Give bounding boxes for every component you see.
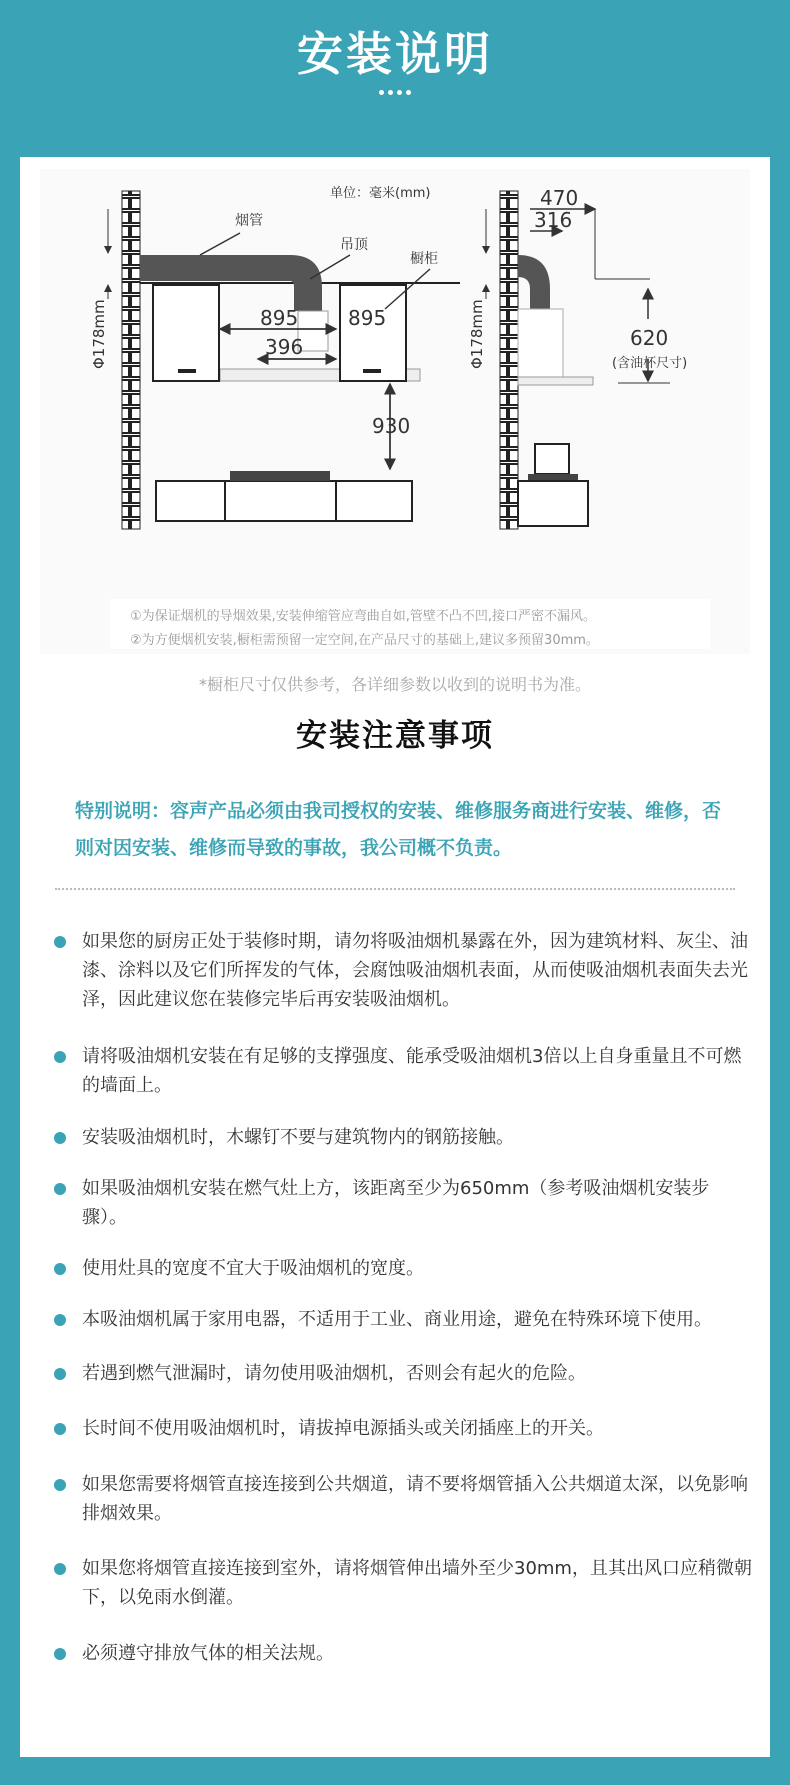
- list-item-text: 如果您的厨房正处于装修时期，请勿将吸油烟机暴露在外，因为建筑材料、灰尘、油漆、涂料以及它们所挥发的气体，会腐蚀吸油烟机表面，从而使吸油烟机表面失去光泽，因此建议您在装修完毕后再安装吸油烟机。: [82, 931, 748, 1010]
- list-item-text: 本吸油烟机属于家用电器，不适用于工业、商业用途，避免在特殊环境下使用。: [82, 1309, 712, 1330]
- bullet-dot-icon: [54, 1563, 66, 1575]
- left-wall: [122, 191, 140, 529]
- bullet-dot-icon: [54, 1368, 66, 1380]
- dim-620-note: (含油杯尺寸): [612, 356, 688, 371]
- list-item-text: 长时间不使用吸油烟机时，请拔掉电源插头或关闭插座上的开关。: [82, 1418, 604, 1439]
- diagram-note-2: ②为方便烟机安装,橱柜需预留一定空间,在产品尺寸的基础上,建议多预留30mm。: [130, 633, 599, 648]
- diagram-note-1: ①为保证烟机的导烟效果,安装伸缩管应弯曲自如,管壁不凸不凹,接口严密不漏风。: [130, 609, 597, 624]
- section-title: 安装注意事项: [296, 718, 494, 754]
- list-item-text: 如果您需要将烟管直接连接到公共烟道，请不要将烟管插入公共烟道太深，以免影响排烟效果。: [82, 1474, 748, 1524]
- dim-396: 396: [265, 335, 304, 359]
- dim-316: 316: [534, 208, 573, 232]
- diagram-svg: [40, 169, 750, 654]
- size-disclaimer: *橱柜尺寸仅供参考，各详细参数以收到的说明书为准。: [198, 675, 591, 694]
- dim-178-left: Φ178mm: [90, 299, 108, 369]
- page-title: 安装说明: [297, 27, 493, 81]
- bullet-dot-icon: [54, 1648, 66, 1660]
- dim-620: 620: [630, 326, 669, 350]
- diagram-notes: [110, 599, 710, 649]
- base-cabinet: [156, 481, 412, 521]
- list-item-text: 安装吸油烟机时，木螺钉不要与建筑物内的钢筋接触。: [82, 1127, 514, 1148]
- bullet-dot-icon: [54, 1479, 66, 1491]
- bullet-dot-icon: [54, 1051, 66, 1063]
- dim-895-hood: 895: [260, 306, 299, 330]
- header: [0, 0, 790, 157]
- bullet-dot-icon: [54, 1423, 66, 1435]
- duct: [140, 255, 290, 281]
- bullet-dot-icon: [54, 1132, 66, 1144]
- cabinet-label: 橱柜: [410, 251, 438, 267]
- bullet-dot-icon: [54, 1314, 66, 1326]
- special-note: 特别说明：容声产品必须由我司授权的安装、维修服务商进行安装、维修，否则对因安装、维修而导致的事故，我公司概不负责。: [75, 800, 722, 859]
- dim-930: 930: [372, 414, 411, 438]
- bullet-dot-icon: [54, 1183, 66, 1195]
- list-item-text: 请将吸油烟机安装在有足够的支撑强度、能承受吸油烟机3倍以上自身重量且不可燃的墙面上。: [82, 1046, 742, 1096]
- bullet-dot-icon: [54, 1263, 66, 1275]
- unit-label: 单位：毫米(mm): [330, 186, 431, 201]
- dim-470: 470: [540, 186, 579, 210]
- content-card: [20, 157, 770, 1757]
- list-item-text: 若遇到燃气泄漏时，请勿使用吸油烟机，否则会有起火的危险。: [82, 1363, 586, 1384]
- list-item-text: 使用灶具的宽度不宜大于吸油烟机的宽度。: [82, 1258, 424, 1279]
- list-item-text: 如果您将烟管直接连接到室外，请将烟管伸出墙外至少30mm，且其出风口应稍微朝下，以免雨水倒灌。: [82, 1558, 752, 1608]
- list-item-text: 如果吸油烟机安装在燃气灶上方，该距离至少为650mm（参考吸油烟机安装步骤）。: [82, 1178, 710, 1228]
- title-dots-decoration: [0, 80, 790, 99]
- side-view-hood: [518, 377, 593, 385]
- left-wall-cabinet: [153, 285, 219, 381]
- dim-178-right: Φ178mm: [468, 299, 486, 369]
- list-item-text: 必须遵守排放气体的相关法规。: [82, 1643, 334, 1664]
- stove: [230, 471, 330, 481]
- installation-diagram: [40, 169, 750, 654]
- bullet-dot-icon: [54, 936, 66, 948]
- ceiling-label: 吊顶: [340, 237, 368, 253]
- duct-label: 烟管: [235, 213, 263, 229]
- right-wall: [500, 191, 518, 529]
- dim-895-cabinet: 895: [348, 306, 387, 330]
- dotted-divider: [55, 888, 735, 890]
